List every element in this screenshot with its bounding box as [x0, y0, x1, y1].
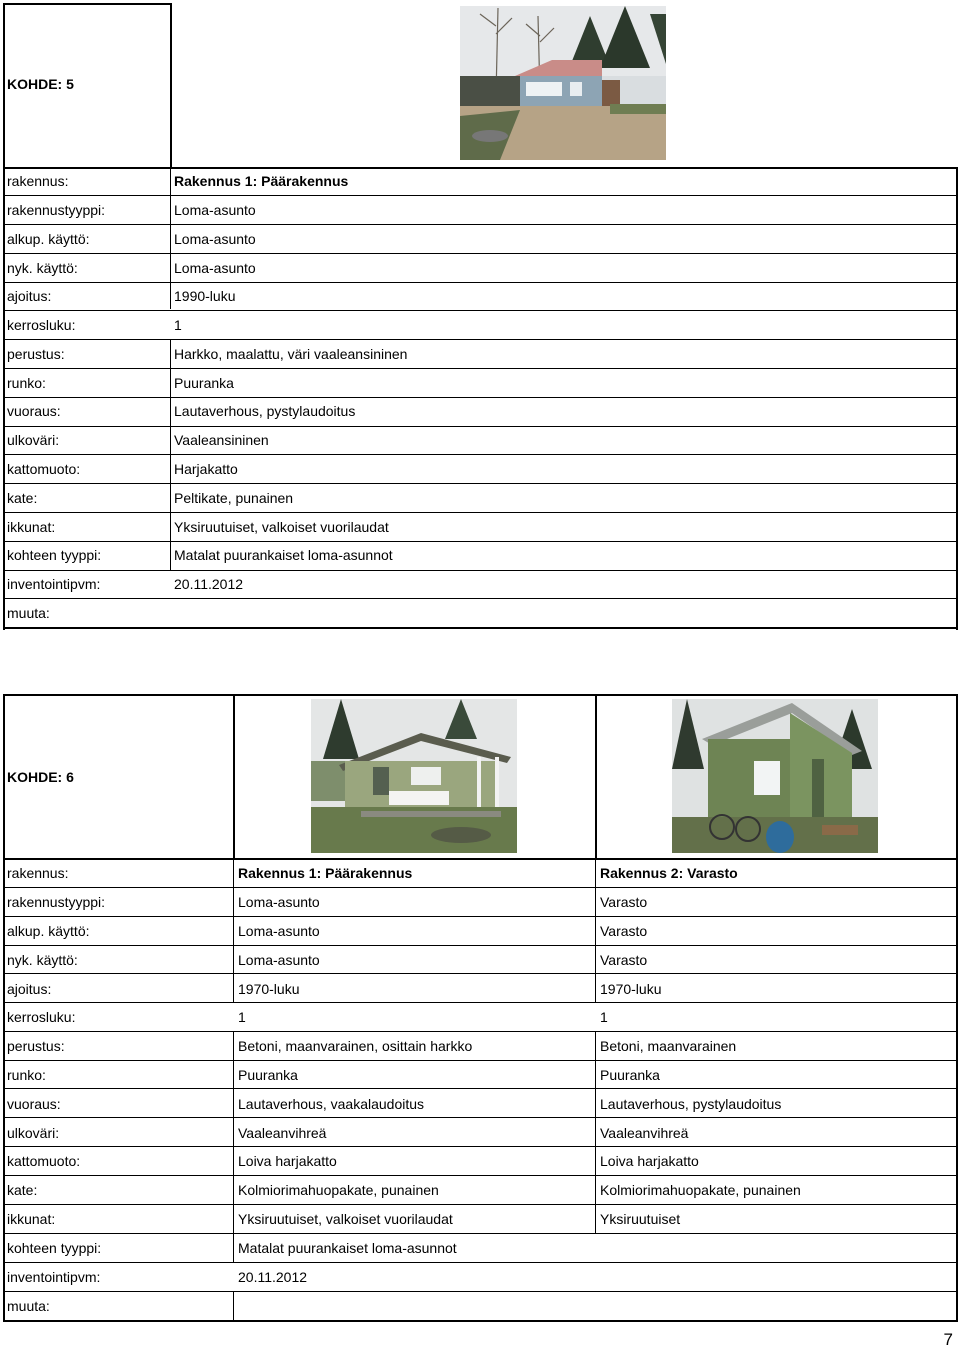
- b1-value-rakennus: Rakennus 1: Päärakennus: [238, 865, 413, 881]
- b2-value-alkup-kaytto: Varasto: [600, 923, 648, 939]
- b2-value-ajoitus: 1970-luku: [600, 981, 662, 997]
- label-inventointipvm: inventointipvm:: [7, 576, 101, 592]
- b1-value-ikkunat: Yksiruutuiset, valkoiset vuorilaudat: [238, 1211, 453, 1227]
- value-kohteen-tyyppi: Matalat puurankaiset loma-asunnot: [238, 1240, 457, 1256]
- b2-value-kerrosluku: 1: [600, 1009, 608, 1025]
- building-1-photo: [311, 699, 517, 853]
- value-rakennustyyppi: Loma-asunto: [174, 202, 256, 218]
- label-muuta: muuta:: [7, 605, 50, 621]
- building-2-photo: [672, 699, 878, 853]
- label-kerrosluku: kerrosluku:: [7, 317, 76, 333]
- value-ajoitus: 1990-luku: [174, 288, 236, 304]
- label-vuoraus: vuoraus:: [7, 1096, 61, 1112]
- label-ajoitus: ajoitus:: [7, 288, 52, 304]
- value-rakennus: Rakennus 1: Päärakennus: [174, 173, 349, 189]
- b2-value-ikkunat: Yksiruutuiset: [600, 1211, 681, 1227]
- label-nyk-kaytto: nyk. käyttö:: [7, 260, 78, 276]
- b1-value-nyk-kaytto: Loma-asunto: [238, 952, 320, 968]
- value-kerrosluku: 1: [174, 317, 182, 333]
- label-kohteen-tyyppi: kohteen tyyppi:: [7, 547, 102, 563]
- value-kattomuoto: Harjakatto: [174, 461, 238, 477]
- label-ulkovari: ulkoväri:: [7, 432, 60, 448]
- b2-value-rakennus: Rakennus 2: Varasto: [600, 865, 738, 881]
- value-ulkovari: Vaaleansininen: [174, 432, 269, 448]
- label-perustus: perustus:: [7, 1038, 65, 1054]
- value-ikkunat: Yksiruutuiset, valkoiset vuorilaudat: [174, 519, 389, 535]
- label-ikkunat: ikkunat:: [7, 1211, 56, 1227]
- label-muuta: muuta:: [7, 1298, 50, 1314]
- value-perustus: Harkko, maalattu, väri vaaleansininen: [174, 346, 408, 362]
- label-kerrosluku: kerrosluku:: [7, 1009, 76, 1025]
- label-kate: kate:: [7, 490, 38, 506]
- label-runko: runko:: [7, 375, 46, 391]
- value-runko: Puuranka: [174, 375, 234, 391]
- b1-value-kattomuoto: Loiva harjakatto: [238, 1153, 337, 1169]
- b2-value-nyk-kaytto: Varasto: [600, 952, 648, 968]
- label-ulkovari: ulkoväri:: [7, 1125, 60, 1141]
- value-kohteen-tyyppi: Matalat puurankaiset loma-asunnot: [174, 547, 393, 563]
- b1-value-vuoraus: Lautaverhous, vaakalaudoitus: [238, 1096, 425, 1112]
- label-ajoitus: ajoitus:: [7, 981, 52, 997]
- label-kohteen-tyyppi: kohteen tyyppi:: [7, 1240, 102, 1256]
- value-inventointipvm: 20.11.2012: [238, 1269, 308, 1285]
- b1-value-kerrosluku: 1: [238, 1009, 246, 1025]
- b1-value-kate: Kolmiorimahuopakate, punainen: [238, 1182, 439, 1198]
- label-nyk-kaytto: nyk. käyttö:: [7, 952, 78, 968]
- label-perustus: perustus:: [7, 346, 65, 362]
- b1-value-alkup-kaytto: Loma-asunto: [238, 923, 320, 939]
- label-rakennustyyppi: rakennustyyppi:: [7, 894, 106, 910]
- label-rakennustyyppi: rakennustyyppi:: [7, 202, 106, 218]
- value-inventointipvm: 20.11.2012: [174, 576, 244, 592]
- label-rakennus: rakennus:: [7, 865, 69, 881]
- label-kattomuoto: kattomuoto:: [7, 1153, 81, 1169]
- b1-value-perustus: Betoni, maanvarainen, osittain harkko: [238, 1038, 473, 1054]
- b2-value-vuoraus: Lautaverhous, pystylaudoitus: [600, 1096, 782, 1112]
- b1-value-runko: Puuranka: [238, 1067, 298, 1083]
- label-alkup-kaytto: alkup. käyttö:: [7, 923, 90, 939]
- b2-value-rakennustyyppi: Varasto: [600, 894, 648, 910]
- b1-value-rakennustyyppi: Loma-asunto: [238, 894, 320, 910]
- label-runko: runko:: [7, 1067, 46, 1083]
- label-kate: kate:: [7, 1182, 38, 1198]
- b1-value-ulkovari: Vaaleanvihreä: [238, 1125, 327, 1141]
- value-kate: Peltikate, punainen: [174, 490, 294, 506]
- label-rakennus: rakennus:: [7, 173, 69, 189]
- value-nyk-kaytto: Loma-asunto: [174, 260, 256, 276]
- label-kattomuoto: kattomuoto:: [7, 461, 81, 477]
- b2-value-ulkovari: Vaaleanvihreä: [600, 1125, 689, 1141]
- b1-value-ajoitus: 1970-luku: [238, 981, 300, 997]
- label-alkup-kaytto: alkup. käyttö:: [7, 231, 90, 247]
- label-ikkunat: ikkunat:: [7, 519, 56, 535]
- b2-value-perustus: Betoni, maanvarainen: [600, 1038, 737, 1054]
- kohde-6-header: KOHDE: 6: [7, 769, 74, 785]
- b2-value-kate: Kolmiorimahuopakate, punainen: [600, 1182, 801, 1198]
- page-number: 7: [943, 1330, 953, 1349]
- b2-value-runko: Puuranka: [600, 1067, 660, 1083]
- b2-value-kattomuoto: Loiva harjakatto: [600, 1153, 699, 1169]
- label-inventointipvm: inventointipvm:: [7, 1269, 101, 1285]
- value-vuoraus: Lautaverhous, pystylaudoitus: [174, 403, 356, 419]
- label-vuoraus: vuoraus:: [7, 403, 61, 419]
- kohde-5-header: KOHDE: 5: [7, 76, 74, 92]
- value-alkup-kaytto: Loma-asunto: [174, 231, 256, 247]
